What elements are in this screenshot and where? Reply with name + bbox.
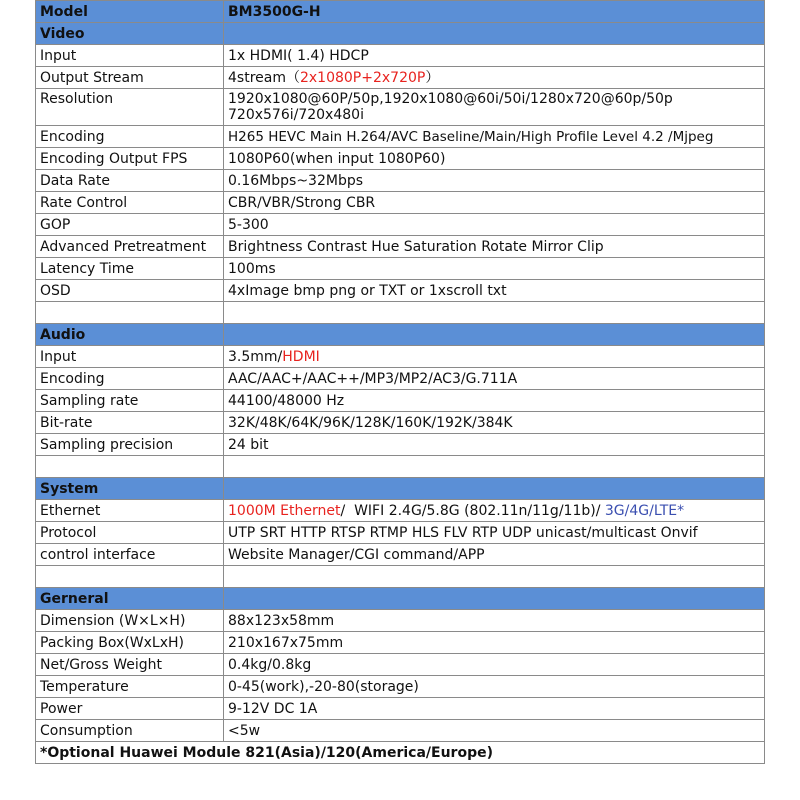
cellular-highlight: 3G/4G/LTE*: [604, 502, 685, 519]
section-header-blank: [224, 588, 765, 610]
spec-label: Net/Gross Weight: [36, 654, 224, 676]
spec-value: Brightness Contrast Hue Saturation Rotate Mirror Clip: [224, 236, 765, 258]
spec-value: 100ms: [224, 258, 765, 280]
spec-label: Rate Control: [36, 192, 224, 214]
spec-label: Consumption: [36, 720, 224, 742]
blank-cell: [224, 566, 765, 588]
spec-row-gop: [36, 214, 765, 236]
spec-row-resolution: [36, 89, 765, 126]
spec-label: Protocol: [36, 522, 224, 544]
spec-value: UTP SRT HTTP RTSP RTMP HLS FLV RTP UDP unicast/multicast Onvif: [224, 522, 765, 544]
spec-label: GOP: [36, 214, 224, 236]
spec-value: H265 HEVC Main H.264/AVC Baseline/Main/High Profile Level 4.2 /Mjpeg: [224, 126, 765, 148]
spec-label: Latency Time: [36, 258, 224, 280]
blank-cell: [224, 456, 765, 478]
spec-row-pretreatment: [36, 236, 765, 258]
section-header-blank: [224, 478, 765, 500]
spacer-row: [36, 302, 765, 324]
section-header-audio: [36, 324, 765, 346]
spec-value: 1080P60(when input 1080P60): [224, 148, 765, 170]
spec-value: Website Manager/CGI command/APP: [224, 544, 765, 566]
spec-row-power: [36, 698, 765, 720]
blank-cell: [36, 566, 224, 588]
spec-label: Data Rate: [36, 170, 224, 192]
spec-row-encoding-fps: [36, 148, 765, 170]
spec-row-dimension: [36, 610, 765, 632]
spec-label: Sampling precision: [36, 434, 224, 456]
output-stream-prefix: 4stream（: [228, 69, 300, 86]
spec-label: Dimension (W×L×H): [36, 610, 224, 632]
section-title: System: [36, 478, 224, 500]
spec-value: 32K/48K/64K/96K/128K/160K/192K/384K: [224, 412, 765, 434]
spec-row-video-input: [36, 45, 765, 67]
spec-label: Bit-rate: [36, 412, 224, 434]
spec-value: 44100/48000 Hz: [224, 390, 765, 412]
spec-value: 1x HDMI( 1.4) HDCP: [224, 45, 765, 67]
spec-label: control interface: [36, 544, 224, 566]
spec-row-output-stream: [36, 67, 765, 89]
spec-label: Resolution: [36, 89, 224, 126]
spec-value: [224, 89, 765, 126]
spec-value: AAC/AAC+/AAC++/MP3/MP2/AC3/G.711A: [224, 368, 765, 390]
section-header-system: [36, 478, 765, 500]
spec-value: 4xImage bmp png or TXT or 1xscroll txt: [224, 280, 765, 302]
spec-row-video-encoding: [36, 126, 765, 148]
spec-value: 88x123x58mm: [224, 610, 765, 632]
spec-row-control-interface: [36, 544, 765, 566]
spec-row-bit-rate: [36, 412, 765, 434]
section-header-video: [36, 23, 765, 45]
spacer-row: [36, 456, 765, 478]
blank-cell: [36, 456, 224, 478]
blank-cell: [36, 302, 224, 324]
spec-label: Encoding: [36, 368, 224, 390]
spec-value: 210x167x75mm: [224, 632, 765, 654]
blank-cell: [224, 302, 765, 324]
spec-label: Encoding Output FPS: [36, 148, 224, 170]
footnote-row: [36, 742, 765, 764]
model-value: BM3500G-H: [224, 1, 765, 23]
model-header-row: [36, 1, 765, 23]
spec-value: [224, 500, 765, 522]
section-header-blank: [224, 23, 765, 45]
spec-label: OSD: [36, 280, 224, 302]
spec-value: [224, 346, 765, 368]
section-title: Audio: [36, 324, 224, 346]
output-stream-highlight: 2x1080P+2x720P: [299, 69, 426, 86]
ethernet-highlight: 1000M Ethernet: [228, 502, 341, 519]
spec-label: Input: [36, 45, 224, 67]
spec-label: Ethernet: [36, 500, 224, 522]
spec-label: Input: [36, 346, 224, 368]
resolution-line-1: 1920x1080@60P/50p,1920x1080@60i/50i/1280x720@60p/50p: [228, 91, 673, 107]
resolution-line-2: 720x576i/720x480i: [228, 107, 364, 123]
spec-value: 0-45(work),-20-80(storage): [224, 676, 765, 698]
model-label: Model: [36, 1, 224, 23]
spec-row-osd: [36, 280, 765, 302]
spec-label: Encoding: [36, 126, 224, 148]
spec-row-audio-encoding: [36, 368, 765, 390]
spec-label: Temperature: [36, 676, 224, 698]
wifi-text: / WIFI 2.4G/5.8G (802.11n/11g/11b)/: [340, 502, 605, 519]
spec-row-rate-control: [36, 192, 765, 214]
spec-value: 0.4kg/0.8kg: [224, 654, 765, 676]
spec-row-latency: [36, 258, 765, 280]
spec-value: <5w: [224, 720, 765, 742]
spec-row-protocol: [36, 522, 765, 544]
spec-row-ethernet: [36, 500, 765, 522]
spec-value: 24 bit: [224, 434, 765, 456]
section-header-general: [36, 588, 765, 610]
spec-value: CBR/VBR/Strong CBR: [224, 192, 765, 214]
spec-value: 9-12V DC 1A: [224, 698, 765, 720]
spec-label: Advanced Pretreatment: [36, 236, 224, 258]
spec-row-audio-input: [36, 346, 765, 368]
spec-row-weight: [36, 654, 765, 676]
audio-input-prefix: 3.5mm/: [228, 348, 283, 365]
spec-table: [35, 0, 765, 764]
spec-row-sampling-rate: [36, 390, 765, 412]
output-stream-suffix: ）: [425, 69, 440, 86]
spec-label: Sampling rate: [36, 390, 224, 412]
spec-row-packing-box: [36, 632, 765, 654]
spec-row-temperature: [36, 676, 765, 698]
section-header-blank: [224, 324, 765, 346]
spec-row-consumption: [36, 720, 765, 742]
spec-label: Packing Box(WxLxH): [36, 632, 224, 654]
spec-row-sampling-precision: [36, 434, 765, 456]
spec-value: [224, 67, 765, 89]
spacer-row: [36, 566, 765, 588]
audio-input-highlight: HDMI: [282, 348, 320, 365]
section-title: Gerneral: [36, 588, 224, 610]
section-title: Video: [36, 23, 224, 45]
spec-value: 5-300: [224, 214, 765, 236]
spec-label: Output Stream: [36, 67, 224, 89]
spec-value: 0.16Mbps~32Mbps: [224, 170, 765, 192]
spec-label: Power: [36, 698, 224, 720]
footnote: *Optional Huawei Module 821(Asia)/120(America/Europe): [36, 742, 765, 764]
spec-row-data-rate: [36, 170, 765, 192]
